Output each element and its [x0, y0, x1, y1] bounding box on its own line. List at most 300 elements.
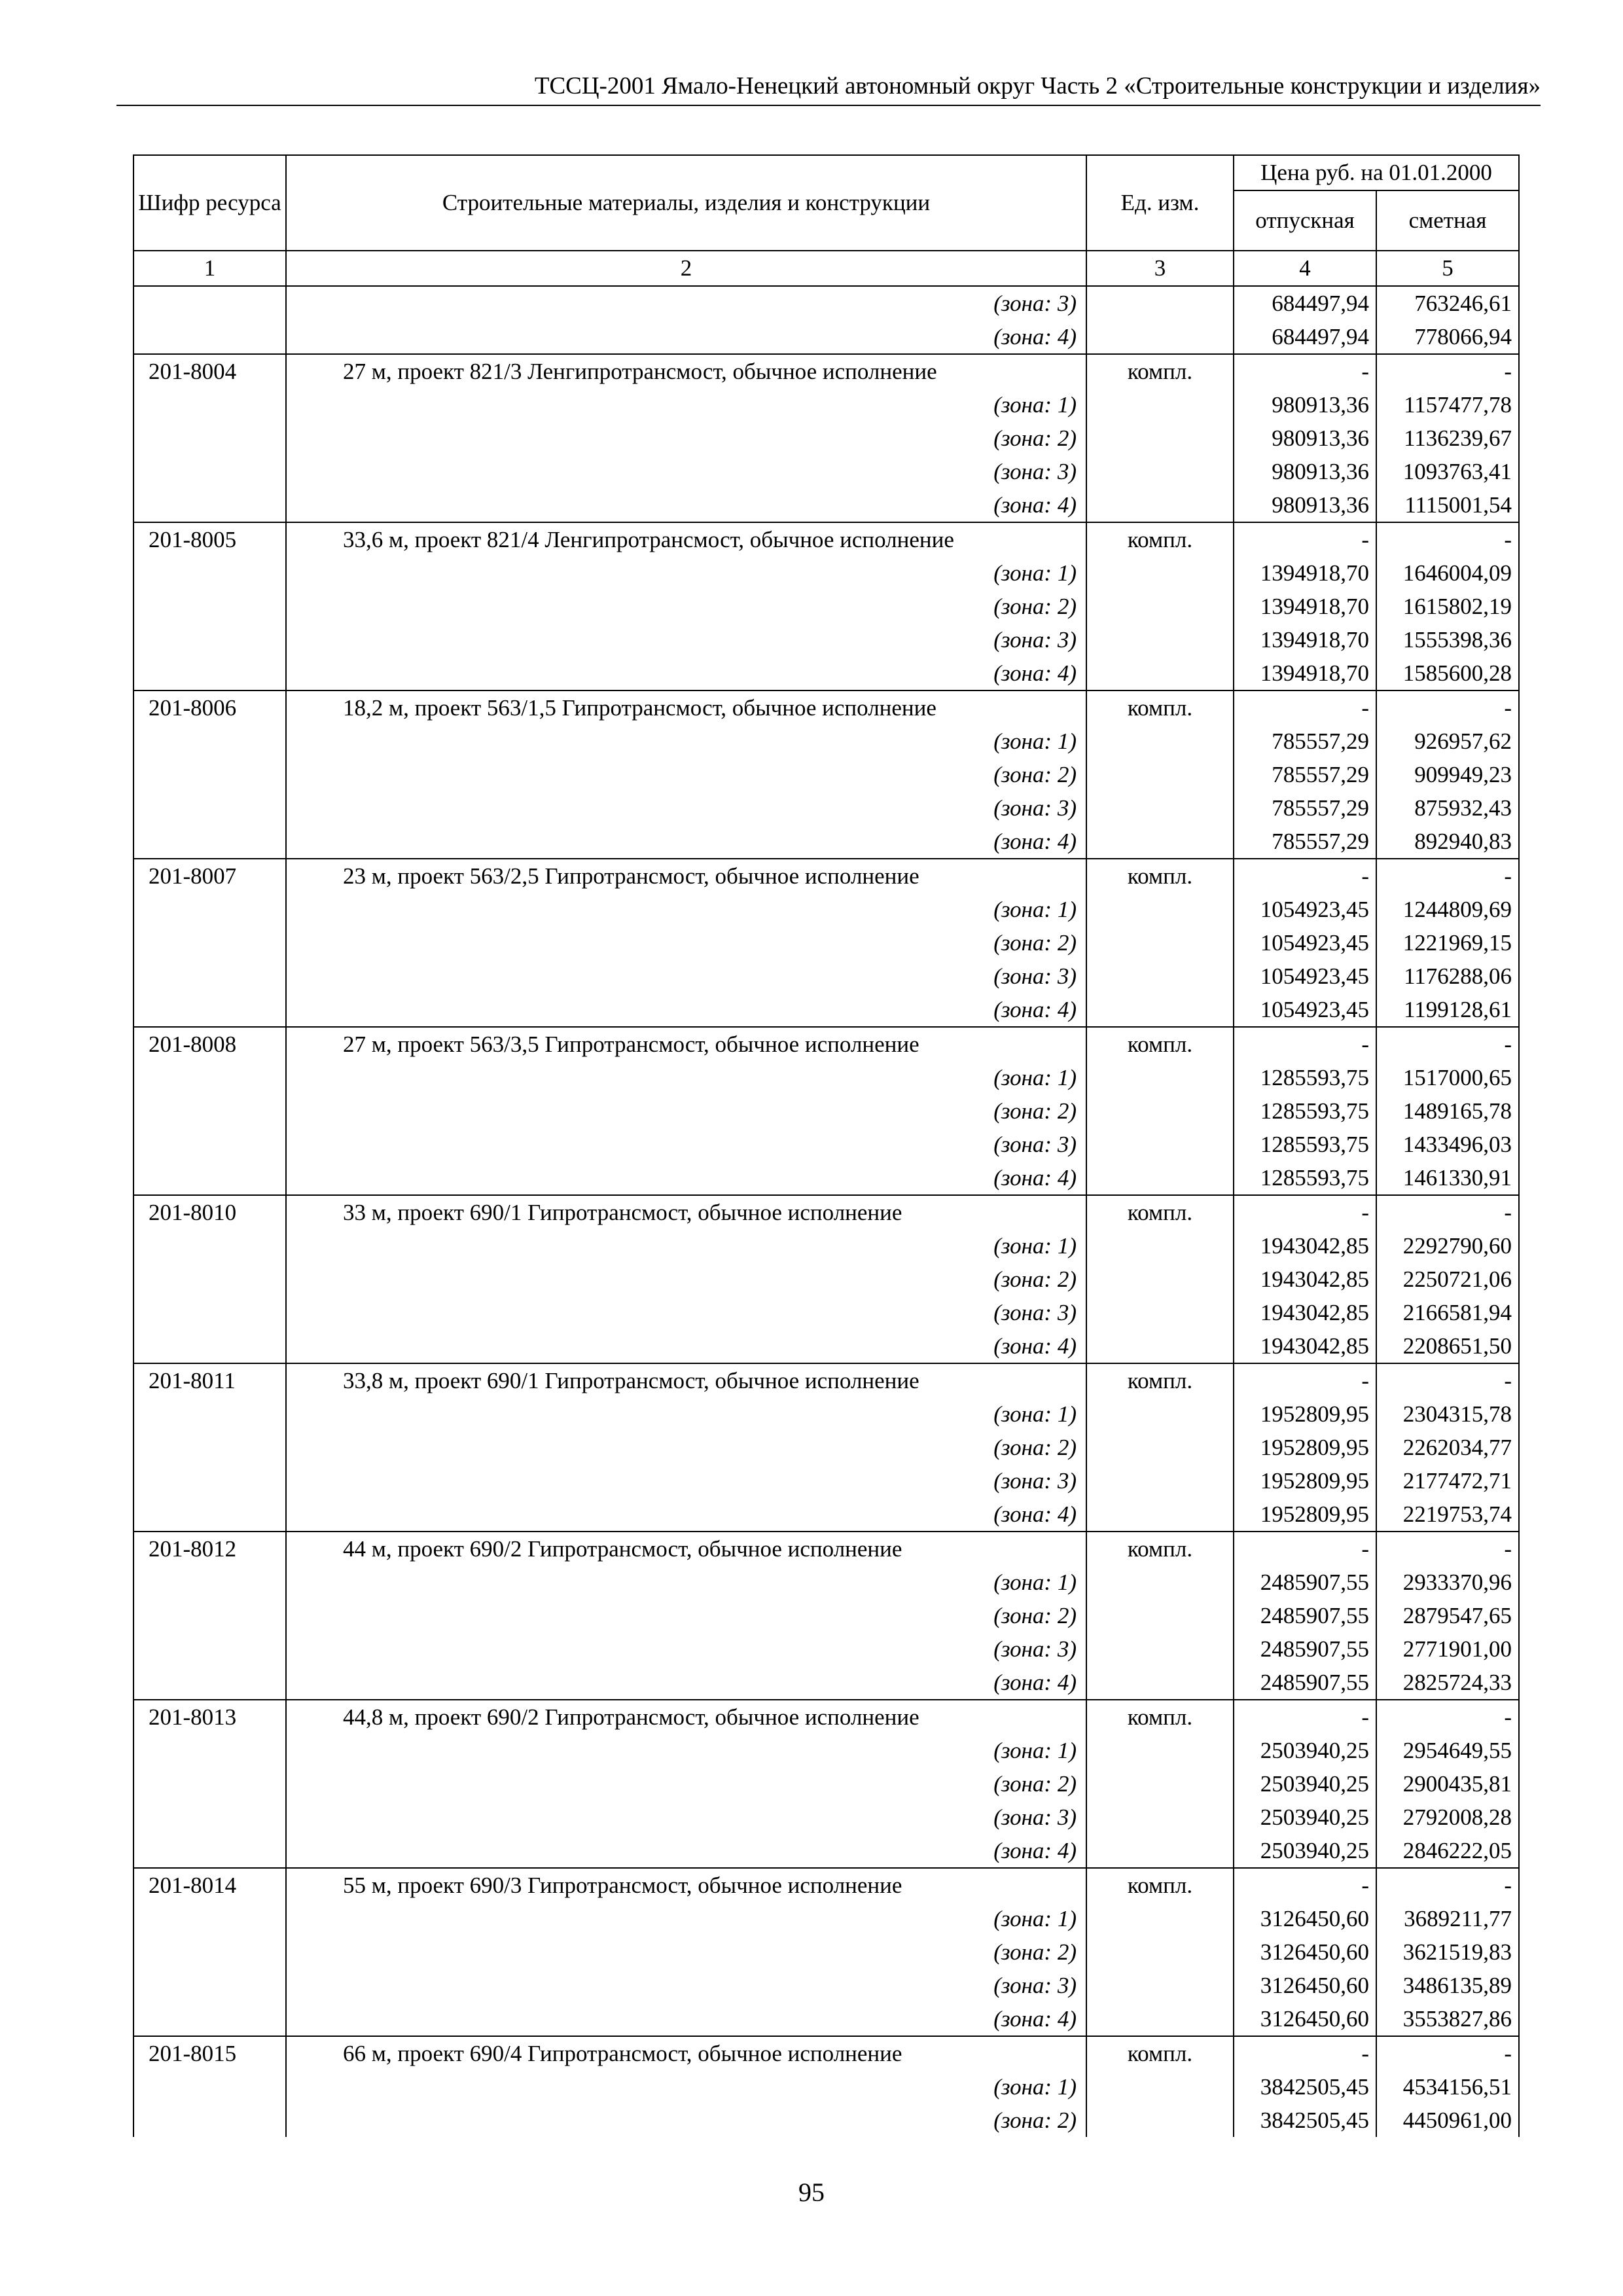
zone-label: (зона: 4) [286, 488, 1086, 522]
table-header [134, 155, 1519, 286]
release-price: 684497,94 [1234, 286, 1376, 320]
unit-cell [1086, 2104, 1234, 2137]
release-price: 1952809,95 [1234, 1464, 1376, 1498]
zone-label: (зона: 1) [286, 2070, 1086, 2104]
unit-cell: компл. [1086, 354, 1234, 388]
unit-cell: компл. [1086, 1532, 1234, 1566]
release-price: 1285593,75 [1234, 1094, 1376, 1128]
release-price: 785557,29 [1234, 725, 1376, 758]
release-price: 785557,29 [1234, 825, 1376, 859]
table-row [134, 1599, 1519, 1632]
release-price: 3126450,60 [1234, 1935, 1376, 1969]
release-price: 1054923,45 [1234, 960, 1376, 993]
resource-code [134, 960, 286, 993]
table-row [134, 791, 1519, 825]
zone-label: (зона: 2) [286, 1094, 1086, 1128]
release-price: - [1234, 1700, 1376, 1734]
release-price: - [1234, 354, 1376, 388]
estimate-price: 1555398,36 [1376, 623, 1519, 656]
resource-code [134, 286, 286, 320]
zone-label: (зона: 3) [286, 1632, 1086, 1666]
unit-cell [1086, 1498, 1234, 1532]
estimate-price: 1585600,28 [1376, 656, 1519, 691]
table-row [134, 522, 1519, 556]
release-price: 2503940,25 [1234, 1801, 1376, 1834]
release-price: 2503940,25 [1234, 1834, 1376, 1868]
release-price: 1952809,95 [1234, 1431, 1376, 1464]
table-row [134, 1263, 1519, 1296]
header-code: Шифр ресурса [134, 155, 286, 251]
table-row [134, 691, 1519, 725]
release-price: - [1234, 2036, 1376, 2070]
release-price: 3126450,60 [1234, 1969, 1376, 2002]
zone-label: (зона: 3) [286, 286, 1086, 320]
release-price: 2485907,55 [1234, 1599, 1376, 1632]
unit-cell [1086, 791, 1234, 825]
estimate-price: 1244809,69 [1376, 893, 1519, 926]
header-price-group: Цена руб. на 01.01.2000 [1234, 155, 1519, 190]
resource-code [134, 1498, 286, 1532]
table-row [134, 455, 1519, 488]
zone-label: (зона: 1) [286, 1061, 1086, 1094]
unit-cell [1086, 320, 1234, 354]
estimate-price: - [1376, 859, 1519, 893]
table-row [134, 725, 1519, 758]
zone-label: (зона: 4) [286, 993, 1086, 1027]
zone-label: (зона: 3) [286, 1128, 1086, 1161]
resource-code [134, 926, 286, 960]
estimate-price: 2900435,81 [1376, 1767, 1519, 1801]
column-number: 5 [1376, 251, 1519, 286]
table-row [134, 1329, 1519, 1363]
page-number: 95 [798, 2178, 825, 2207]
estimate-price: - [1376, 1868, 1519, 1902]
table-row [134, 1801, 1519, 1834]
zone-label: (зона: 3) [286, 1801, 1086, 1834]
resource-code [134, 1431, 286, 1464]
estimate-price: 2879547,65 [1376, 1599, 1519, 1632]
table-row [134, 1734, 1519, 1767]
table-row [134, 286, 1519, 320]
release-price: 2503940,25 [1234, 1767, 1376, 1801]
unit-cell [1086, 1632, 1234, 1666]
table-row [134, 556, 1519, 590]
resource-code [134, 1296, 286, 1329]
resource-name: 66 м, проект 690/4 Гипротрансмост, обычное исполнение [286, 2036, 1086, 2070]
zone-label: (зона: 4) [286, 1329, 1086, 1363]
unit-cell [1086, 1566, 1234, 1599]
release-price: 1054923,45 [1234, 893, 1376, 926]
unit-cell [1086, 725, 1234, 758]
unit-cell [1086, 1834, 1234, 1868]
resource-code [134, 1061, 286, 1094]
estimate-price: 4450961,00 [1376, 2104, 1519, 2137]
estimate-price: 1615802,19 [1376, 590, 1519, 623]
zone-label: (зона: 2) [286, 758, 1086, 791]
estimate-price: 892940,83 [1376, 825, 1519, 859]
estimate-price: - [1376, 522, 1519, 556]
estimate-price: 2825724,33 [1376, 1666, 1519, 1700]
table-row [134, 1834, 1519, 1868]
resource-name: 44 м, проект 690/2 Гипротрансмост, обычное исполнение [286, 1532, 1086, 1566]
table-row [134, 2036, 1519, 2070]
unit-cell [1086, 422, 1234, 455]
resource-code: 201-8012 [134, 1532, 286, 1566]
estimate-price: 1646004,09 [1376, 556, 1519, 590]
estimate-price: 2292790,60 [1376, 1229, 1519, 1263]
estimate-price: 2250721,06 [1376, 1263, 1519, 1296]
resource-code [134, 1969, 286, 2002]
estimate-price: - [1376, 691, 1519, 725]
resource-code [134, 2070, 286, 2104]
resource-code [134, 1161, 286, 1195]
unit-cell [1086, 1464, 1234, 1498]
estimate-price: 1093763,41 [1376, 455, 1519, 488]
resource-code [134, 388, 286, 422]
resource-code [134, 1263, 286, 1296]
table-row [134, 1296, 1519, 1329]
column-number: 3 [1086, 251, 1234, 286]
zone-label: (зона: 2) [286, 1935, 1086, 1969]
zone-label: (зона: 3) [286, 960, 1086, 993]
release-price: 785557,29 [1234, 758, 1376, 791]
resource-name: 33,6 м, проект 821/4 Ленгипротрансмост, обычное исполнение [286, 522, 1086, 556]
estimate-price: - [1376, 1700, 1519, 1734]
zone-label: (зона: 2) [286, 1767, 1086, 1801]
resource-code [134, 656, 286, 691]
resource-code [134, 758, 286, 791]
table-row [134, 656, 1519, 691]
estimate-price: 1489165,78 [1376, 1094, 1519, 1128]
zone-label: (зона: 4) [286, 2002, 1086, 2036]
zone-label: (зона: 1) [286, 1902, 1086, 1935]
unit-cell: компл. [1086, 1868, 1234, 1902]
unit-cell [1086, 1431, 1234, 1464]
zone-label: (зона: 1) [286, 1229, 1086, 1263]
release-price: 1394918,70 [1234, 590, 1376, 623]
table-row [134, 1767, 1519, 1801]
resource-code [134, 791, 286, 825]
estimate-price: 763246,61 [1376, 286, 1519, 320]
release-price: 1285593,75 [1234, 1061, 1376, 1094]
release-price: 2485907,55 [1234, 1632, 1376, 1666]
unit-cell [1086, 960, 1234, 993]
resource-name: 27 м, проект 563/3,5 Гипротрансмост, обычное исполнение [286, 1027, 1086, 1061]
resource-code [134, 1801, 286, 1834]
release-price: 3842505,45 [1234, 2070, 1376, 2104]
estimate-price: 2846222,05 [1376, 1834, 1519, 1868]
resource-code [134, 725, 286, 758]
resource-code [134, 2104, 286, 2137]
resource-name: 44,8 м, проект 690/2 Гипротрансмост, обычное исполнение [286, 1700, 1086, 1734]
table-row [134, 1397, 1519, 1431]
unit-cell [1086, 893, 1234, 926]
zone-label: (зона: 2) [286, 926, 1086, 960]
resource-code [134, 993, 286, 1027]
table-row [134, 1700, 1519, 1734]
header-unit: Ед. изм. [1086, 155, 1234, 251]
release-price: - [1234, 859, 1376, 893]
unit-cell: компл. [1086, 859, 1234, 893]
table-row [134, 2070, 1519, 2104]
table-row [134, 1464, 1519, 1498]
unit-cell [1086, 993, 1234, 1027]
table-row [134, 623, 1519, 656]
table-row [134, 893, 1519, 926]
table-row [134, 1094, 1519, 1128]
table-row [134, 1498, 1519, 1532]
resource-code: 201-8015 [134, 2036, 286, 2070]
price-table [133, 154, 1520, 2137]
table-row [134, 825, 1519, 859]
unit-cell [1086, 656, 1234, 691]
unit-cell [1086, 590, 1234, 623]
resource-code [134, 590, 286, 623]
unit-cell [1086, 1734, 1234, 1767]
resource-code [134, 1094, 286, 1128]
unit-cell [1086, 2070, 1234, 2104]
zone-label: (зона: 1) [286, 1734, 1086, 1767]
table-body [134, 286, 1519, 2137]
release-price: 3126450,60 [1234, 2002, 1376, 2036]
zone-label: (зона: 3) [286, 623, 1086, 656]
unit-cell [1086, 1128, 1234, 1161]
table-row [134, 1027, 1519, 1061]
estimate-price: 1115001,54 [1376, 488, 1519, 522]
table-row [134, 388, 1519, 422]
table-row [134, 1161, 1519, 1195]
estimate-price: 3689211,77 [1376, 1902, 1519, 1935]
table-row [134, 1566, 1519, 1599]
table-row [134, 1935, 1519, 1969]
zone-label: (зона: 2) [286, 1431, 1086, 1464]
release-price: 980913,36 [1234, 455, 1376, 488]
release-price: 1943042,85 [1234, 1229, 1376, 1263]
release-price: - [1234, 1363, 1376, 1397]
table-row [134, 1969, 1519, 2002]
release-price: 3842505,45 [1234, 2104, 1376, 2137]
release-price: 980913,36 [1234, 388, 1376, 422]
unit-cell: компл. [1086, 1363, 1234, 1397]
unit-cell [1086, 1094, 1234, 1128]
zone-label: (зона: 2) [286, 2104, 1086, 2137]
unit-cell [1086, 1767, 1234, 1801]
resource-code [134, 488, 286, 522]
estimate-price: 1176288,06 [1376, 960, 1519, 993]
zone-label: (зона: 4) [286, 320, 1086, 354]
release-price: 1943042,85 [1234, 1296, 1376, 1329]
estimate-price: 2262034,77 [1376, 1431, 1519, 1464]
unit-cell [1086, 1329, 1234, 1363]
estimate-price: 3486135,89 [1376, 1969, 1519, 2002]
zone-label: (зона: 4) [286, 1834, 1086, 1868]
release-price: - [1234, 522, 1376, 556]
resource-code: 201-8011 [134, 1363, 286, 1397]
estimate-price: - [1376, 1027, 1519, 1061]
resource-code [134, 1329, 286, 1363]
resource-name: 27 м, проект 821/3 Ленгипротрансмост, обычное исполнение [286, 354, 1086, 388]
resource-name: 18,2 м, проект 563/1,5 Гипротрансмост, обычное исполнение [286, 691, 1086, 725]
zone-label: (зона: 3) [286, 1296, 1086, 1329]
resource-code [134, 1902, 286, 1935]
estimate-price: 3621519,83 [1376, 1935, 1519, 1969]
release-price: 785557,29 [1234, 791, 1376, 825]
table-row [134, 2002, 1519, 2036]
estimate-price: 1517000,65 [1376, 1061, 1519, 1094]
zone-label: (зона: 3) [286, 791, 1086, 825]
release-price: 1943042,85 [1234, 1263, 1376, 1296]
zone-label: (зона: 1) [286, 725, 1086, 758]
estimate-price: 909949,23 [1376, 758, 1519, 791]
estimate-price: 2219753,74 [1376, 1498, 1519, 1532]
resource-code: 201-8004 [134, 354, 286, 388]
release-price: - [1234, 1532, 1376, 1566]
estimate-price: 778066,94 [1376, 320, 1519, 354]
release-price: 980913,36 [1234, 422, 1376, 455]
unit-cell [1086, 825, 1234, 859]
release-price: - [1234, 1027, 1376, 1061]
release-price: 3126450,60 [1234, 1902, 1376, 1935]
table-row [134, 1902, 1519, 1935]
estimate-price: - [1376, 1363, 1519, 1397]
unit-cell [1086, 1801, 1234, 1834]
table-row [134, 1229, 1519, 1263]
resource-code [134, 1229, 286, 1263]
table-row [134, 960, 1519, 993]
zone-label: (зона: 2) [286, 1599, 1086, 1632]
resource-code [134, 455, 286, 488]
estimate-price: 2177472,71 [1376, 1464, 1519, 1498]
zone-label: (зона: 2) [286, 1263, 1086, 1296]
estimate-price: 1199128,61 [1376, 993, 1519, 1027]
zone-label: (зона: 1) [286, 893, 1086, 926]
unit-cell [1086, 1263, 1234, 1296]
unit-cell [1086, 556, 1234, 590]
column-number: 1 [134, 251, 286, 286]
estimate-price: - [1376, 2036, 1519, 2070]
unit-cell: компл. [1086, 1027, 1234, 1061]
release-price: 1952809,95 [1234, 1397, 1376, 1431]
table-row [134, 320, 1519, 354]
zone-label: (зона: 4) [286, 825, 1086, 859]
table-row [134, 1632, 1519, 1666]
estimate-price: - [1376, 1195, 1519, 1229]
table-row [134, 1532, 1519, 1566]
column-number: 4 [1234, 251, 1376, 286]
table-row [134, 488, 1519, 522]
zone-label: (зона: 4) [286, 1498, 1086, 1532]
estimate-price: 875932,43 [1376, 791, 1519, 825]
estimate-price: 1136239,67 [1376, 422, 1519, 455]
estimate-price: 2933370,96 [1376, 1566, 1519, 1599]
resource-code [134, 623, 286, 656]
estimate-price: 2792008,28 [1376, 1801, 1519, 1834]
resource-name: 33,8 м, проект 690/1 Гипротрансмост, обычное исполнение [286, 1363, 1086, 1397]
estimate-price: 1221969,15 [1376, 926, 1519, 960]
estimate-price: 1157477,78 [1376, 388, 1519, 422]
resource-code: 201-8007 [134, 859, 286, 893]
zone-label: (зона: 1) [286, 1566, 1086, 1599]
column-number: 2 [286, 251, 1086, 286]
estimate-price: 2771901,00 [1376, 1632, 1519, 1666]
release-price: 1054923,45 [1234, 926, 1376, 960]
zone-label: (зона: 4) [286, 656, 1086, 691]
header-price-release: отпускная [1234, 190, 1376, 251]
resource-code [134, 1397, 286, 1431]
zone-label: (зона: 3) [286, 1969, 1086, 2002]
resource-code: 201-8006 [134, 691, 286, 725]
estimate-price: 4534156,51 [1376, 2070, 1519, 2104]
unit-cell [1086, 1969, 1234, 2002]
zone-label: (зона: 2) [286, 422, 1086, 455]
table-row [134, 926, 1519, 960]
unit-cell [1086, 286, 1234, 320]
estimate-price: 2954649,55 [1376, 1734, 1519, 1767]
release-price: 980913,36 [1234, 488, 1376, 522]
unit-cell [1086, 1229, 1234, 1263]
unit-cell: компл. [1086, 2036, 1234, 2070]
unit-cell: компл. [1086, 1700, 1234, 1734]
table-row [134, 1666, 1519, 1700]
unit-cell [1086, 1397, 1234, 1431]
estimate-price: - [1376, 354, 1519, 388]
unit-cell [1086, 1061, 1234, 1094]
unit-cell [1086, 623, 1234, 656]
header-price-estimate: сметная [1376, 190, 1519, 251]
table-row [134, 993, 1519, 1027]
estimate-price: 926957,62 [1376, 725, 1519, 758]
table-row [134, 859, 1519, 893]
zone-label: (зона: 3) [286, 1464, 1086, 1498]
release-price: 1054923,45 [1234, 993, 1376, 1027]
release-price: 2485907,55 [1234, 1566, 1376, 1599]
release-price: 1394918,70 [1234, 556, 1376, 590]
table-row [134, 1195, 1519, 1229]
resource-name: 55 м, проект 690/3 Гипротрансмост, обычное исполнение [286, 1868, 1086, 1902]
zone-label: (зона: 4) [286, 1161, 1086, 1195]
resource-code [134, 1566, 286, 1599]
table-row [134, 2104, 1519, 2137]
unit-cell [1086, 1902, 1234, 1935]
release-price: 1394918,70 [1234, 656, 1376, 691]
zone-label: (зона: 4) [286, 1666, 1086, 1700]
resource-code [134, 1464, 286, 1498]
resource-code: 201-8010 [134, 1195, 286, 1229]
unit-cell [1086, 758, 1234, 791]
resource-code [134, 422, 286, 455]
resource-code: 201-8013 [134, 1700, 286, 1734]
unit-cell [1086, 488, 1234, 522]
zone-label: (зона: 1) [286, 388, 1086, 422]
unit-cell [1086, 1599, 1234, 1632]
release-price: - [1234, 691, 1376, 725]
resource-code [134, 1666, 286, 1700]
estimate-price: - [1376, 1532, 1519, 1566]
resource-name: 23 м, проект 563/2,5 Гипротрансмост, обычное исполнение [286, 859, 1086, 893]
resource-code [134, 1935, 286, 1969]
zone-label: (зона: 3) [286, 455, 1086, 488]
zone-label: (зона: 1) [286, 556, 1086, 590]
release-price: 684497,94 [1234, 320, 1376, 354]
release-price: - [1234, 1195, 1376, 1229]
unit-cell [1086, 388, 1234, 422]
zone-label: (зона: 2) [286, 590, 1086, 623]
resource-code [134, 556, 286, 590]
header-rule [116, 105, 1541, 106]
resource-code [134, 1632, 286, 1666]
unit-cell: компл. [1086, 691, 1234, 725]
release-price: 1952809,95 [1234, 1498, 1376, 1532]
